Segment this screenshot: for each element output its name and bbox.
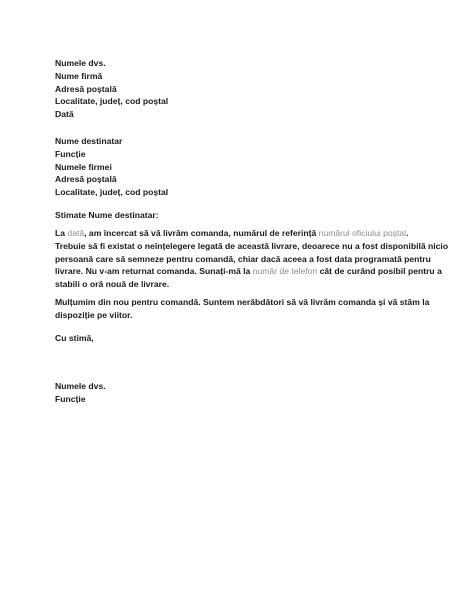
sender-city: Localitate, județ, cod poștal bbox=[55, 96, 169, 107]
placeholder-post-office-number: numărul oficiului poștal bbox=[318, 228, 407, 238]
body1-row-1 bbox=[55, 227, 410, 240]
body2-row-2: dispoziție pe viitor. bbox=[55, 309, 133, 320]
signature-title: Funcție bbox=[55, 393, 86, 404]
recipient-block bbox=[55, 135, 415, 199]
sender-block bbox=[55, 57, 415, 121]
recipient-company: Numele firmei bbox=[55, 161, 112, 172]
salutation bbox=[55, 209, 415, 222]
sender-name: Numele dvs. bbox=[55, 58, 106, 68]
sender-date: Dată bbox=[55, 109, 74, 120]
body1-row-5: stabili o oră nouă de livrare. bbox=[55, 279, 170, 290]
recipient-address: Adresă poștală bbox=[55, 174, 117, 185]
body1-text: livrare. Nu v-am returnat comanda. Sunați-mă la bbox=[55, 266, 253, 277]
body1-row-4 bbox=[55, 265, 442, 278]
sender-address: Adresă poștală bbox=[55, 83, 117, 94]
body-paragraph-2 bbox=[55, 296, 430, 322]
body1-text: cât de curând posibil pentru a bbox=[317, 266, 442, 277]
placeholder-date: dată bbox=[67, 228, 85, 238]
closing bbox=[55, 332, 415, 345]
closing-text: Cu stimă, bbox=[55, 333, 94, 343]
body2-row-1: Mulțumim din nou pentru comandă. Suntem nerăbdători să vă livrăm comanda și vă stăm la bbox=[55, 297, 430, 307]
recipient-city: Localitate, județ, cod poștal bbox=[55, 187, 169, 198]
recipient-title: Funcție bbox=[55, 148, 86, 159]
body1-text: La bbox=[55, 228, 68, 238]
body1-row-3: persoană care să semneze pentru comandă, chiar dacă aceea a fost data programată pentru bbox=[55, 253, 431, 264]
placeholder-phone-number: număr de telefon bbox=[252, 266, 318, 277]
signature-block bbox=[55, 380, 415, 406]
signature-name: Numele dvs. bbox=[55, 381, 106, 391]
body-paragraph-1 bbox=[55, 227, 449, 291]
body1-text: , am încercat să vă livrăm comanda, numărul de referință bbox=[84, 228, 319, 238]
salutation-text: Stimate Nume destinatar: bbox=[55, 210, 159, 220]
sender-company: Nume firmă bbox=[55, 70, 103, 81]
body1-text: . bbox=[406, 228, 409, 238]
body1-row-2: Trebuie să fi existat o neînțelegere legată de această livrare, deoarece nu a fost disponibilă nicio bbox=[55, 240, 449, 251]
recipient-name: Nume destinatar bbox=[55, 136, 123, 146]
